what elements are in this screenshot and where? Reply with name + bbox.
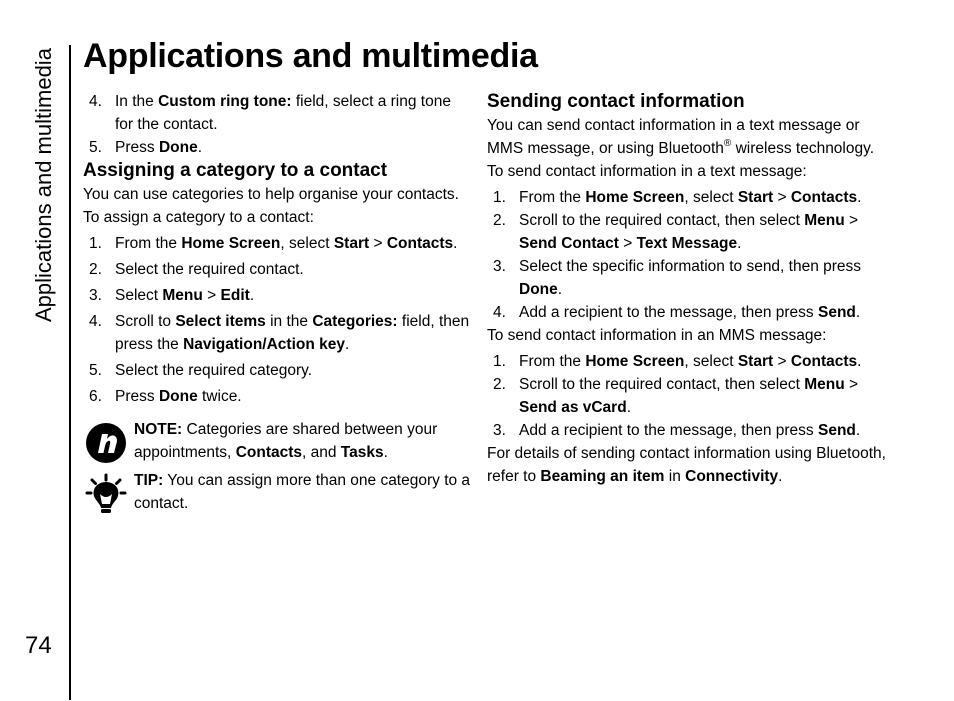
tip-bulb-icon xyxy=(85,473,127,515)
list-item: 5. Select the required category. xyxy=(89,362,313,379)
link-beaming-an-item: Beaming an item xyxy=(540,468,665,485)
continued-steps-list xyxy=(83,90,473,159)
list-item: 1. From the Home Screen, select Start > Contacts. xyxy=(493,189,862,206)
note-callout xyxy=(83,418,473,464)
left-column xyxy=(83,90,473,515)
section-heading-sending-contact: Sending contact information xyxy=(487,91,745,112)
registered-mark: ® xyxy=(723,138,732,149)
section-heading-assign-category: Assigning a category to a contact xyxy=(83,160,388,181)
paragraph: You can send contact information in a text message or MMS message, or using Bluetooth® wireless technology. xyxy=(487,117,875,157)
list-item: 2. Select the required contact. xyxy=(89,261,304,278)
page-title: Applications and multimedia xyxy=(83,37,538,75)
link-connectivity: Connectivity xyxy=(685,468,779,485)
list-item: 4. Add a recipient to the message, then press Send. xyxy=(493,304,861,321)
list-item: 4. Scroll to Select items in the Categories: field, then press the Navigation/Action key. xyxy=(89,313,470,353)
note-icon xyxy=(85,422,127,464)
list-item: 2. Scroll to the required contact, then select Menu > Send Contact > Text Message. xyxy=(493,212,859,252)
list-item: 3. Add a recipient to the message, then press Send. xyxy=(493,422,861,439)
paragraph: You can use categories to help organise your contacts. xyxy=(83,186,459,203)
paragraph: To send contact information in a text message: xyxy=(487,163,807,180)
page-number: 74 xyxy=(25,632,52,659)
paragraph: To send contact information in an MMS message: xyxy=(487,327,827,344)
margin-rule xyxy=(69,45,71,700)
list-item: 3. Select the specific information to send, then press Done. xyxy=(493,258,862,298)
tip-text: TIP: You can assign more than one category to a contact. xyxy=(134,472,471,512)
list-item: 3. Select Menu > Edit. xyxy=(89,287,255,304)
list-item: 6. Press Done twice. xyxy=(89,388,242,405)
list-item: 4. In the Custom ring tone: field, select a ring tone for the contact. xyxy=(89,93,451,133)
mms-message-steps xyxy=(487,350,887,442)
list-item: 1. From the Home Screen, select Start > Contacts. xyxy=(493,353,862,370)
list-item: 5. Press Done. xyxy=(89,139,202,156)
list-item: 2. Scroll to the required contact, then select Menu > Send as vCard. xyxy=(493,376,859,416)
list-item: 1. From the Home Screen, select Start > Contacts. xyxy=(89,235,458,252)
tip-callout xyxy=(83,469,473,515)
right-column xyxy=(487,90,887,488)
side-section-title: Applications and multimedia xyxy=(31,48,56,322)
paragraph: To assign a category to a contact: xyxy=(83,209,314,226)
assign-category-steps xyxy=(83,232,473,408)
details-paragraph: For details of sending contact information using Bluetooth, refer to Beaming an item in Connectivity. xyxy=(487,445,886,485)
note-text: NOTE: Categories are shared between your appointments, Contacts, and Tasks. xyxy=(134,421,438,461)
text-message-steps xyxy=(487,186,887,324)
